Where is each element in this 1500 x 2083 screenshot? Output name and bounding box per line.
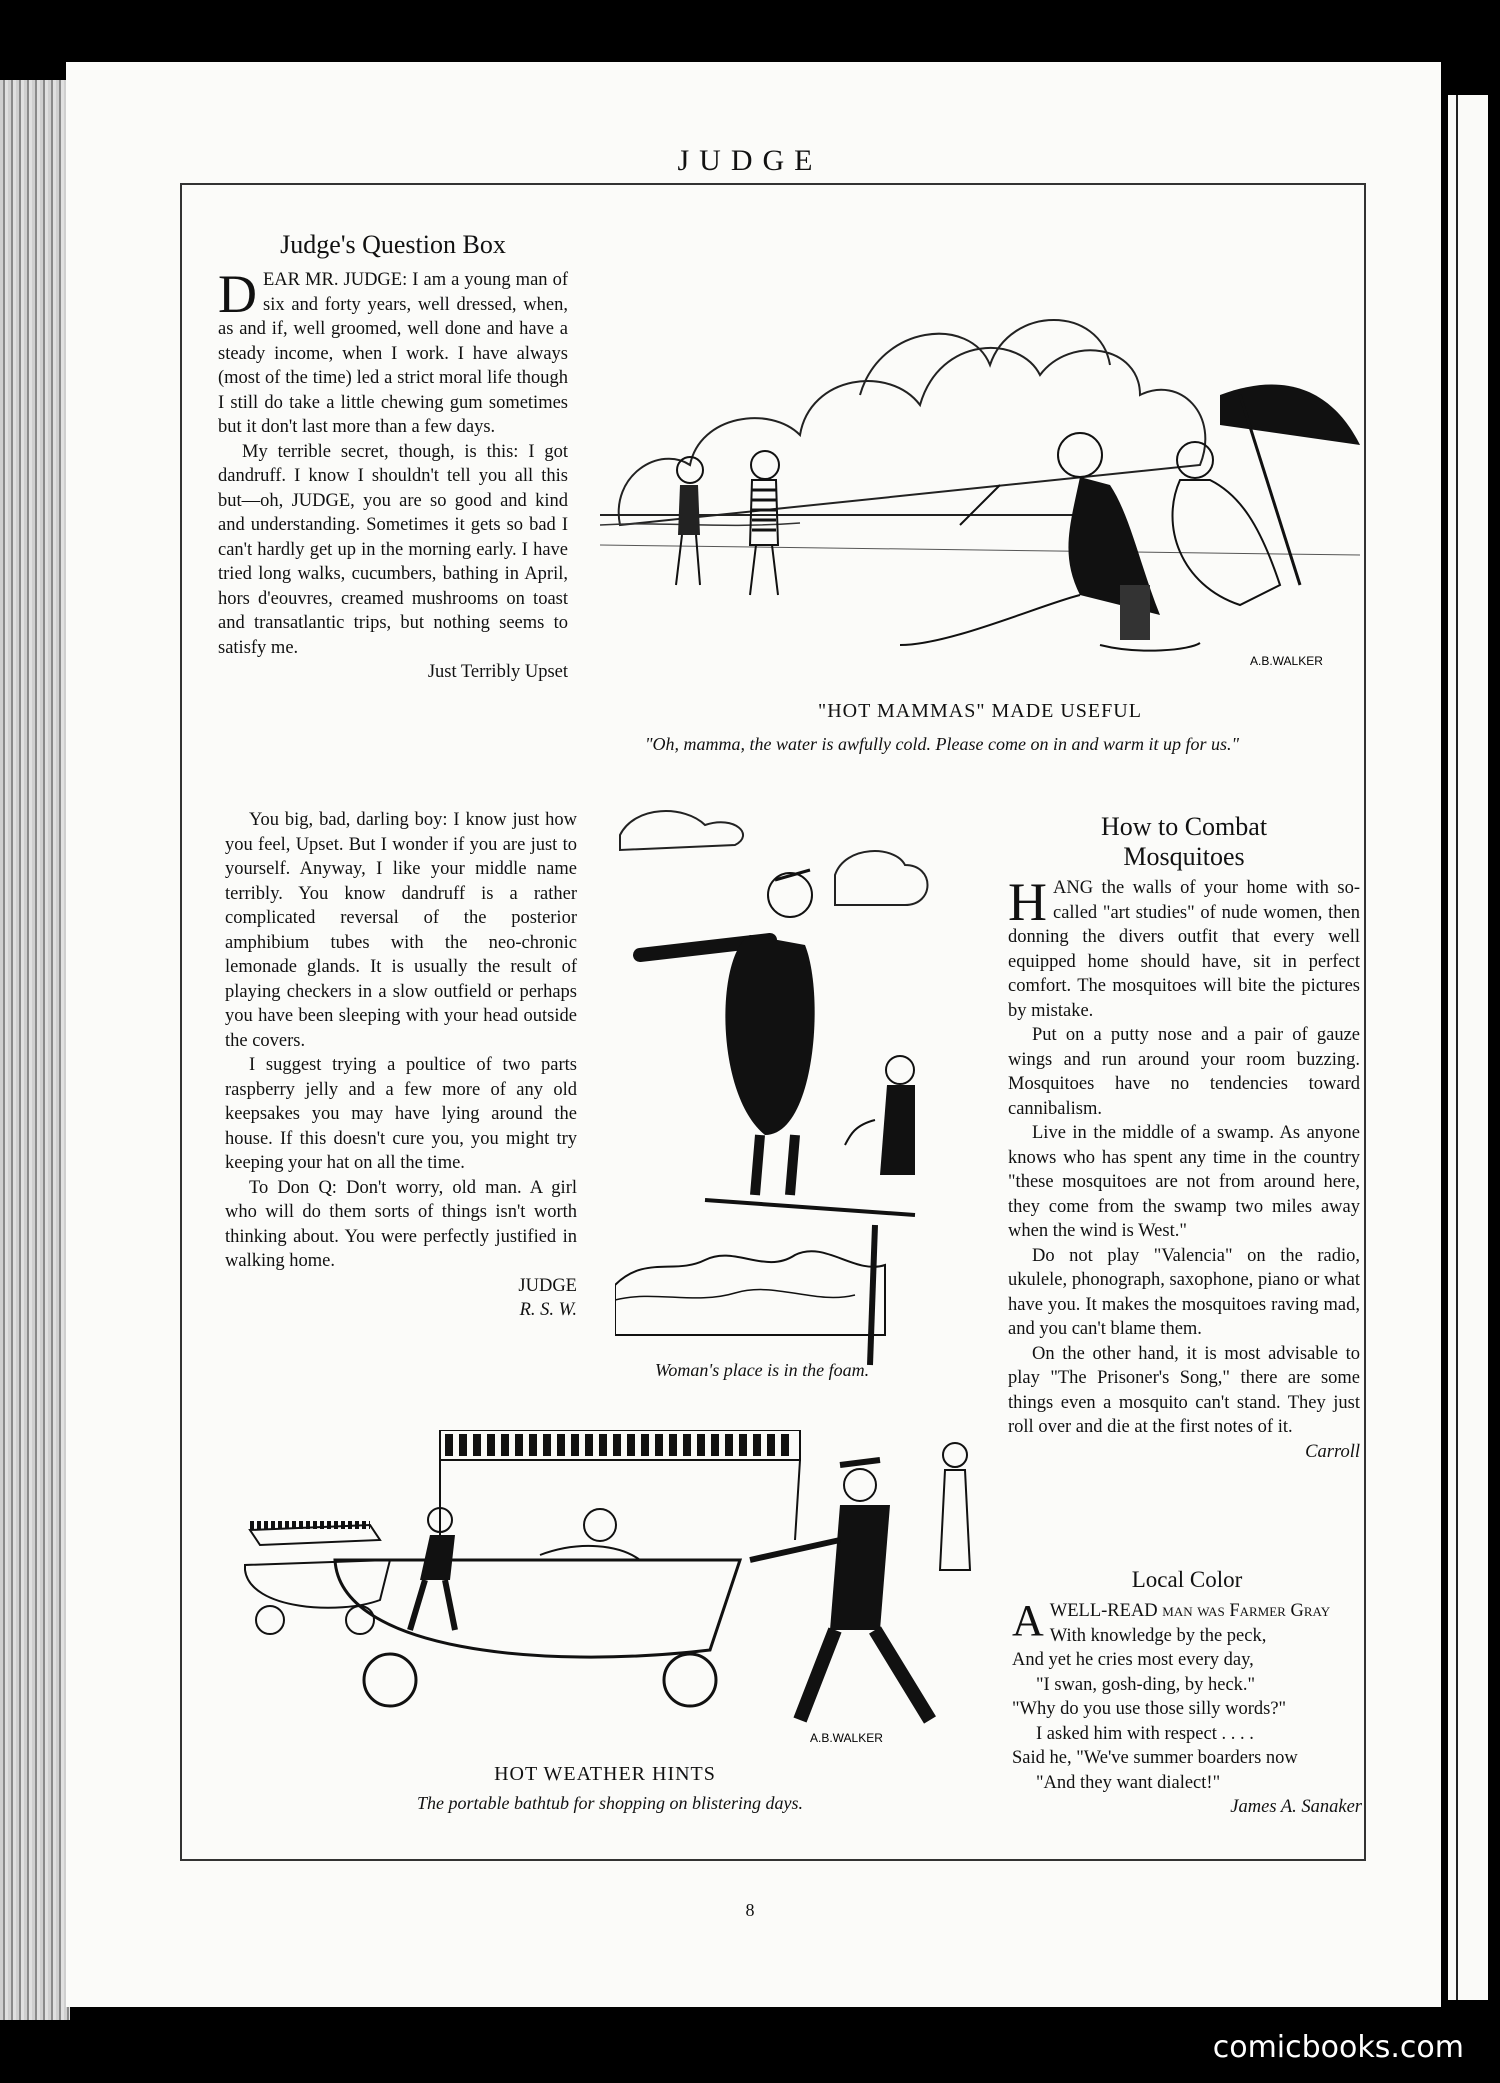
poem-signature: James A. Sanaker <box>1230 1797 1362 1817</box>
site-watermark: comicbooks.com <box>1212 2030 1464 2065</box>
mosquitoes-title <box>1008 812 1360 872</box>
beach-artist-signature: A.B.WALKER <box>1250 654 1323 668</box>
beach-cartoon-caption: "Oh, mamma, the water is awfully cold. Please come on in and warm it up for us." <box>645 734 1240 754</box>
question-box-title: Judge's Question Box <box>280 230 506 259</box>
mosquitoes-title-line-1: How to Combat <box>1100 812 1268 841</box>
poem-line-1: WELL-READ man was Farmer Gray <box>1049 1601 1331 1621</box>
drop-cap-a: A <box>1012 1596 1044 1645</box>
letter-paragraph-2: My terrible secret, though, is this: I got dandruff. I know I shouldn't tell you all this but—oh, JUDGE, you are so good and kind and understanding. Sometimes it gets so bad I can't hardly get up in the morning early. I have tried long walks, cucumbers, bathing in April, hors d'eouvres, creamed mushrooms on toast and transatlantic trips, but nothing seems to satisfy me. <box>218 441 568 658</box>
question-box-reply <box>225 808 577 1323</box>
mosquitoes-paragraph-5: On the other hand, it is most advisable to play "The Prisoner's Song," there are some things even a mosquito can't stand. They just roll over and die at the first notes of it. <box>1008 1343 1360 1437</box>
bathtub-cartoon <box>240 1430 1000 1760</box>
masthead: JUDGE <box>677 144 823 177</box>
reply-signature-initials: R. S. W. <box>519 1300 577 1320</box>
beach-cartoon-title: "HOT MAMMAS" MADE USEFUL <box>818 700 1142 722</box>
bathtub-artist-signature: A.B.WALKER <box>810 1731 883 1745</box>
reply-paragraph-2: I suggest trying a poultice of two parts raspberry jelly and a few more of any old keepsakes you may have lying around the house. If this doesn't cure you, you might try keeping your hat on all the time. <box>225 1055 577 1173</box>
poem-line-8: "And they want dialect!" <box>1036 1772 1221 1793</box>
letter-paragraph-1: EAR MR. JUDGE: I am a young man of six and forty years, well dressed, when, as and if, well groomed, well done and have a steady income, when I work. I have always (most of the time) led a strict moral life though I still do take a little chewing gum sometimes but it don't last more than a few days. <box>218 270 568 437</box>
mosquitoes-title-line-2: Mosquitoes <box>1123 842 1245 871</box>
mosquitoes-paragraph-4: Do not play "Valencia" on the radio, ukulele, phonograph, saxophone, piano or what have you. It makes the mosquitoes raving mad, and you can't blame them. <box>1008 1245 1360 1339</box>
poem-line-7: Said he, "We've summer boarders now <box>1012 1748 1298 1768</box>
drop-cap-h: H <box>1008 872 1047 932</box>
poem-line-6: I asked him with respect . . . . <box>1036 1723 1254 1744</box>
book-page-edges <box>0 80 70 2020</box>
page-number: 8 <box>745 1900 755 1920</box>
drop-cap-d: D <box>218 264 257 324</box>
question-box-letter <box>218 230 568 685</box>
poem-line-3: And yet he cries most every day, <box>1012 1650 1254 1670</box>
local-color-title: Local Color <box>1131 1567 1243 1592</box>
mosquitoes-paragraph-2: Put on a putty nose and a pair of gauze wings and run around your room buzzing. Mosquitoes have no tendencies toward cannibalism. <box>1008 1025 1360 1119</box>
local-color-poem <box>1012 1565 1362 1820</box>
bathtub-cartoon-caption: The portable bathtub for shopping on blistering days. <box>416 1793 803 1813</box>
poem-line-2: With knowledge by the peck, <box>1049 1625 1267 1646</box>
mosquitoes-signature: Carroll <box>1305 1441 1360 1462</box>
mosquitoes-article <box>1008 812 1360 1464</box>
facing-page-edge <box>1448 95 1488 2000</box>
mosquitoes-paragraph-3: Live in the middle of a swamp. As anyone knows who has spent any time in the country "these mosquitoes are not from around here, they come from the swamp two miles away when the wind is West." <box>1008 1123 1360 1241</box>
gutter-line <box>1456 95 1458 2000</box>
poem-line-5: "Why do you use those silly words?" <box>1012 1699 1287 1719</box>
beach-cartoon <box>600 225 1360 695</box>
poem-line-4: "I swan, gosh-ding, by heck." <box>1036 1674 1256 1695</box>
reply-paragraph-1: You big, bad, darling boy: I know just how you feel, Upset. But I wonder if you are just to yourself. Anyway, I like your middle name terribly. You know dandruff is a rather complicated reversal of the posterior amphibium tubes with the neo-chronic lemonade glands. It is usually the result of playing checkers in a slow outfield or perhaps you have been sleeping with your head outside the covers. <box>225 810 577 1051</box>
reply-signature-judge: JUDGE <box>518 1275 577 1296</box>
diver-cartoon <box>615 805 945 1370</box>
reply-paragraph-3: To Don Q: Don't worry, old man. A girl who will do them sorts of things isn't worth thinking about. You were perfectly justified in walking home. <box>225 1177 577 1271</box>
bathtub-cartoon-title: HOT WEATHER HINTS <box>494 1763 716 1785</box>
diver-cartoon-caption: Woman's place is in the foam. <box>655 1360 870 1380</box>
letter-signature: Just Terribly Upset <box>427 662 568 682</box>
mosquitoes-paragraph-1: ANG the walls of your home with so-called "art studies" of nude women, then donning the divers outfit that every well equipped home should have, sit in perfect comfort. The mosquitoes will bite the pictures by mistake. <box>1008 878 1360 1021</box>
